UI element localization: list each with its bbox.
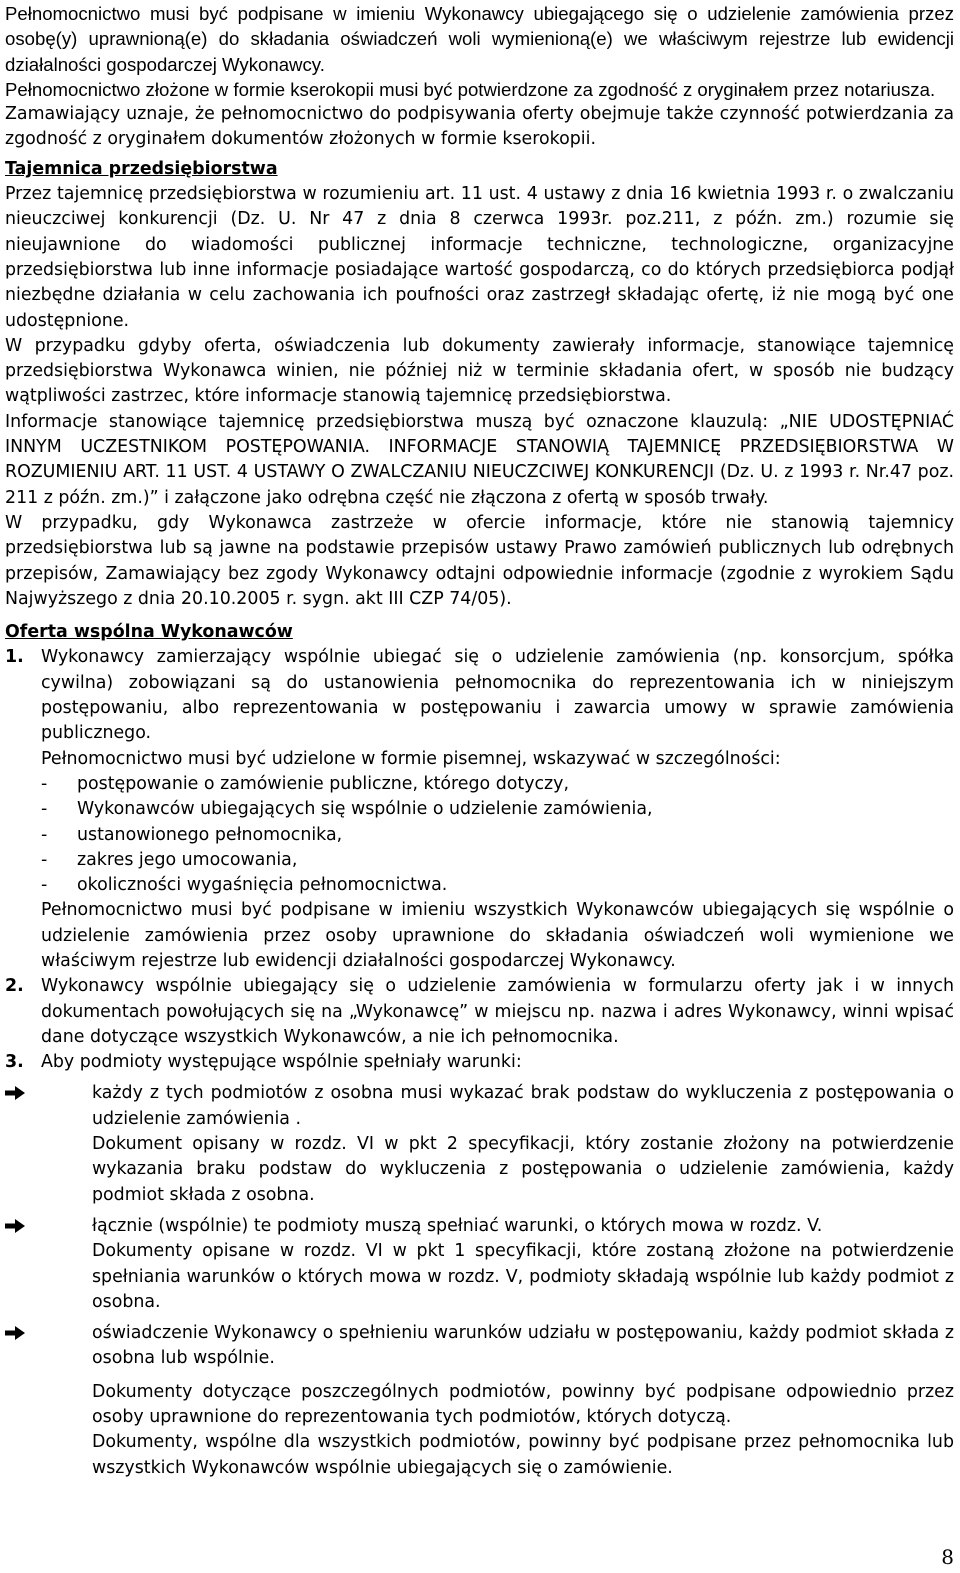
arrow-item-text: łącznie (wspólnie) te podmioty muszą spełniać warunki, o których mowa w rozdz. V. — [92, 1215, 823, 1236]
document-page — [5, 1, 954, 1481]
section-heading: Oferta wspólna Wykonawców — [5, 622, 293, 643]
dash-text: okoliczności wygaśnięcia pełnomocnictwa. — [77, 875, 448, 896]
dash-text: Wykonawców ubiegających się wspólnie o udzielenie zamówienia, — [77, 799, 653, 820]
arrow-item — [5, 1081, 954, 1207]
item-text: Aby podmioty występujące wspólnie spełniały warunki: — [41, 1052, 522, 1073]
item-text: Wykonawcy wspólnie ubiegający się o udzielenie zamówienia w formularzu oferty jak i w innych dokumentach powołujących się na „Wykonawcę” w miejscu np. nazwa i adres Wykonawcy, winni wpisać dane dotyczące wszystkich Wykonawców, a nie ich pełnomocnika. — [41, 976, 954, 1047]
dash-item — [41, 797, 954, 822]
dash-item — [41, 823, 954, 848]
right-arrow-icon — [5, 1086, 25, 1100]
paragraph: Informacje stanowiące tajemnicę przedsiębiorstwa muszą być oznaczone klauzulą: „NIE UDOSTĘPNIAĆ INNYM UCZESTNIKOM POSTĘPOWANIA. INFORMACJE STANOWIĄ TAJEMNICĘ PRZEDSIĘBIORSTWA W ROZUMIENIU ART. 11 UST. 4 USTAWY O ZWALCZANIU NIEUCZCIWEJ KONKURENCJI (Dz. U. z 1993 r. Nr.47 poz. 211 z późn. zm.)” i załączone jako odrębna część nie złączona z ofertą w sposób trwały. — [5, 411, 954, 508]
dash-marker: - — [41, 849, 48, 870]
page-number: 8 — [941, 1544, 954, 1569]
dash-item — [41, 848, 954, 873]
item-text: Pełnomocnictwo musi być udzielone w formie pisemnej, wskazywać w szczególności: — [41, 748, 781, 769]
item-number: 1. — [5, 647, 24, 668]
dash-text: ustanowionego pełnomocnika, — [77, 824, 343, 845]
section-heading: Tajemnica przedsiębiorstwa — [5, 158, 278, 179]
numbered-item — [5, 1050, 954, 1075]
paragraph: Zamawiający uznaje, że pełnomocnictwo do podpisywania oferty obejmuje także czynność potwierdzania za zgodność z oryginałem dokumentów złożonych w formie kserokopii. — [5, 104, 954, 150]
paragraph: Przez tajemnicę przedsiębiorstwa w rozumieniu art. 11 ust. 4 ustawy z dnia 16 kwietnia 1993 r. o zwalczaniu nieuczciwej konkurencji (Dz. U. Nr 47 z dnia 8 czerwca 1993r. poz.211, z późn. zm.) rozumie się nieujawnione do wiadomości publicznej informacje techniczne, technologiczne, organizacyjne przedsiębiorstwa lub inne informacje posiadające wartość gospodarczą, co do których przedsiębiorca podjął niezbędne działania w celu zachowania ich poufności oraz zastrzegł składając ofertę, iż nie mogą być one udostępnione. — [5, 184, 954, 331]
arrow-item-text: Dokumenty dotyczące poszczególnych podmiotów, powinny być podpisane odpowiednio przez osoby uprawnione do reprezentowania tych podmiotów, których dotyczą. — [92, 1381, 954, 1428]
paragraph: Pełnomocnictwo musi być podpisane w imieniu Wykonawcy ubiegającego się o udzielenie zamówienia przez osobę(y) uprawnioną(e) do składania oświadczeń woli wymienioną(e) we właściwym rejestrze lub ewidencji działalności gospodarczej Wykonawcy. — [5, 3, 954, 75]
arrow-item-text: Dokument opisany w rozdz. VI w pkt 2 specyfikacji, który zostanie złożony na potwierdzenie wykazania braku podstaw do wykluczenia z postępowania o udzielenie zamówienia, każdy podmiot składa z osobna. — [92, 1134, 954, 1205]
paragraph: Pełnomocnictwo złożone w formie kserokopii musi być potwierdzone za zgodność z oryginałem przez notariusza. — [5, 78, 936, 100]
dash-text: zakres jego umocowania, — [77, 849, 298, 870]
dash-marker: - — [41, 875, 48, 896]
paragraph: W przypadku, gdy Wykonawca zastrzeże w ofercie informacje, które nie stanowią tajemnicy przedsiębiorstwa lub są jawne na podstawie przepisów ustawy Prawo zamówień publicznych lub odrębnych przepisów, Zamawiający bez zgody Wykonawcy odtajni odpowiednie informacje (zgodnie z wyrokiem Sądu Najwyższego z dnia 20.10.2005 r. sygn. akt III CZP 74/05). — [5, 512, 954, 609]
arrow-item-text: każdy z tych podmiotów z osobna musi wykazać brak podstaw do wykluczenia z postępowania o udzielenie zamówienia . — [92, 1083, 954, 1129]
numbered-item — [5, 974, 954, 1050]
dash-marker: - — [41, 799, 48, 820]
dash-text: postępowanie o zamówienie publiczne, którego dotyczy, — [77, 773, 569, 794]
right-arrow-icon — [5, 1326, 25, 1340]
dash-item — [41, 873, 954, 898]
dash-marker: - — [41, 773, 48, 794]
arrow-item — [5, 1214, 954, 1315]
dash-item — [41, 772, 954, 797]
arrow-item — [5, 1321, 954, 1481]
arrow-item-text: Dokumenty, wspólne dla wszystkich podmiotów, powinny być podpisane przez pełnomocnika lub wszystkich Wykonawców wspólnie ubiegających się o zamówienie. — [92, 1432, 954, 1478]
arrow-item-text: oświadczenie Wykonawcy o spełnieniu warunków udziału w postępowaniu, każdy podmiot składa z osobna lub wspólnie. — [92, 1323, 954, 1369]
right-arrow-icon — [5, 1219, 25, 1233]
dash-marker: - — [41, 824, 48, 845]
item-text: Wykonawcy zamierzający wspólnie ubiegać się o udzielenie zamówienia (np. konsorcjum, spółka cywilna) zobowiązani są do ustanowienia pełnomocnika do reprezentowania ich w niniejszym postępowaniu, albo reprezentowania w postępowaniu i zawarcia umowy w sprawie zamówienia publicznego. — [41, 647, 954, 744]
item-number: 3. — [5, 1052, 24, 1073]
arrow-item-text: Dokumenty opisane w rozdz. VI w pkt 1 specyfikacji, które zostaną złożone na potwierdzenie spełniania warunków o których mowa w rozdz. V, podmioty składają wspólnie lub każdy podmiot z osobna. — [92, 1241, 954, 1312]
item-text: Pełnomocnictwo musi być podpisane w imieniu wszystkich Wykonawców ubiegających się wspólnie o udzielenie zamówienia przez osoby uprawnione do składania oświadczeń woli wymienione we właściwym rejestrze lub ewidencji działalności gospodarczej Wykonawcy. — [41, 900, 954, 971]
paragraph: W przypadku gdyby oferta, oświadczenia lub dokumenty zawierały informacje, stanowiące tajemnicę przedsiębiorstwa Wykonawca winien, nie później niż w terminie składania ofert, w sposób nie budzący wątpliwości zastrzec, które informacje stanowią tajemnicę przedsiębiorstwa. — [5, 335, 954, 407]
item-number: 2. — [5, 976, 24, 997]
numbered-item — [5, 645, 954, 974]
